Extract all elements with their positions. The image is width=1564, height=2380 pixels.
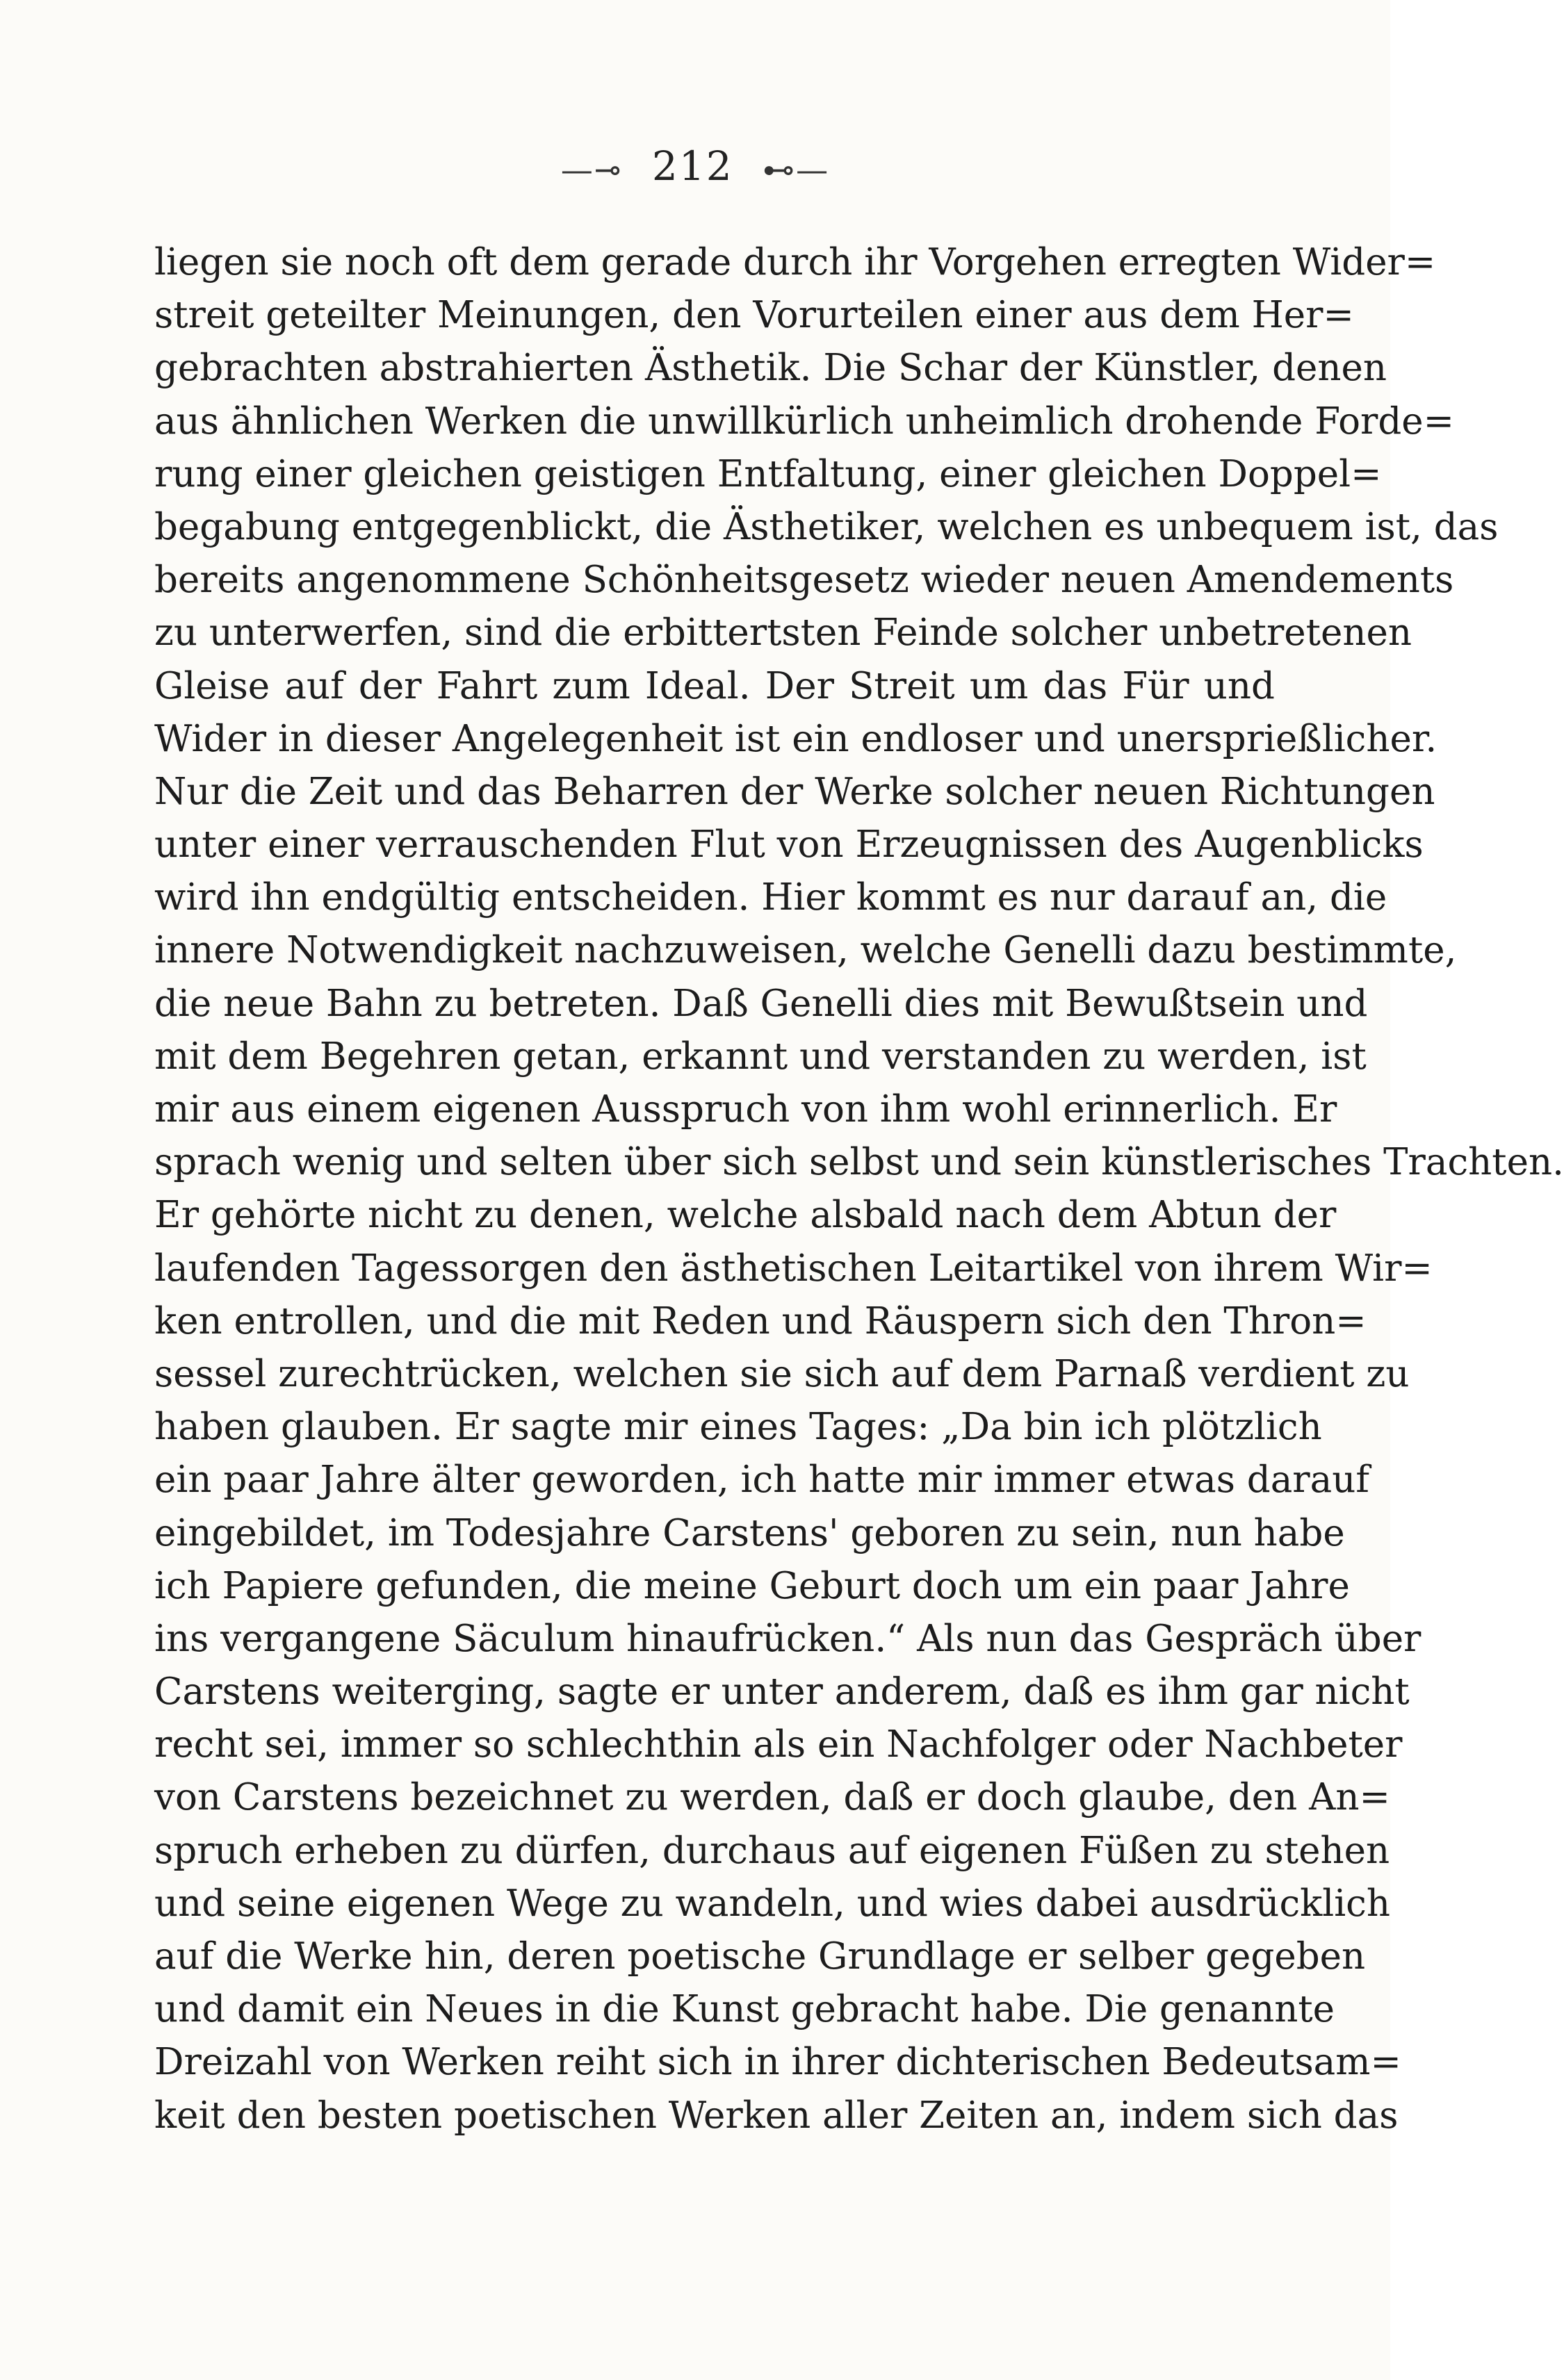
text-line: ins vergangene Säculum hinaufrücken.“ Als nun das Gespräch über: [154, 1617, 1422, 1660]
ornament-right-icon: ⊷—: [763, 150, 830, 188]
text-line: laufenden Tagessorgen den ästhetischen Leitartikel von ihrem Wir=: [154, 1247, 1433, 1290]
text-line: ich Papiere gefunden, die meine Geburt doch um ein paar Jahre: [154, 1564, 1350, 1607]
text-line: spruch erheben zu dürfen, durchaus auf eigenen Füßen zu stehen: [154, 1829, 1390, 1872]
text-line: mir aus einem eigenen Ausspruch von ihm wohl erinnerlich. Er: [154, 1088, 1337, 1131]
page-number: 212: [651, 142, 733, 190]
text-line: und seine eigenen Wege zu wandeln, und wies dabei ausdrücklich: [154, 1882, 1390, 1925]
text-line: unter einer verrauschenden Flut von Erzeugnissen des Augenblicks: [154, 823, 1424, 867]
text-line: haben glauben. Er sagte mir eines Tages: „Da bin ich plötzlich: [154, 1406, 1322, 1449]
text-line: Gleise auf der Fahrt zum Ideal. Der Streit um das Für und: [154, 664, 1275, 707]
body-text: [154, 236, 1564, 2142]
text-line: ken entrollen, und die mit Reden und Räuspern sich den Thron=: [154, 1299, 1367, 1343]
text-line: bereits angenommene Schönheitsgesetz wieder neuen Amendements: [154, 559, 1454, 602]
text-line: Dreizahl von Werken reiht sich in ihrer dichterischen Bedeutsam=: [154, 2041, 1401, 2084]
text-line: ein paar Jahre älter geworden, ich hatte mir immer etwas darauf: [154, 1459, 1369, 1502]
text-line: und damit ein Neues in die Kunst gebracht habe. Die genannte: [154, 1988, 1335, 2031]
ornament-left-icon: —⊸: [560, 150, 623, 188]
text-line: rung einer gleichen geistigen Entfaltung, einer gleichen Doppel=: [154, 452, 1382, 495]
text-line: Wider in dieser Angelegenheit ist ein endloser und unersprießlicher.: [154, 717, 1437, 760]
text-line: keit den besten poetischen Werken aller Zeiten an, indem sich das: [154, 2094, 1399, 2137]
text-line: eingebildet, im Todesjahre Carstens' geboren zu sein, nun habe: [154, 1511, 1345, 1554]
text-line: die neue Bahn zu betreten. Daß Genelli dies mit Bewußtsein und: [154, 982, 1368, 1025]
page-header: [0, 142, 1390, 190]
text-line: zu unterwerfen, sind die erbittertsten Feinde solcher unbetretenen: [154, 612, 1412, 655]
text-line: liegen sie noch oft dem gerade durch ihr Vorgehen erregten Wider=: [154, 241, 1436, 284]
text-line: von Carstens bezeichnet zu werden, daß er doch glaube, den An=: [154, 1776, 1390, 1819]
text-line: sprach wenig und selten über sich selbst und sein künstlerisches Trachten.: [154, 1141, 1564, 1184]
text-line: Carstens weiterging, sagte er unter anderem, daß es ihm gar nicht: [154, 1671, 1410, 1714]
text-line: innere Notwendigkeit nachzuweisen, welche Genelli dazu bestimmte,: [154, 929, 1457, 972]
text-line: wird ihn endgültig entscheiden. Hier kommt es nur darauf an, die: [154, 876, 1387, 919]
text-line: Er gehörte nicht zu denen, welche alsbald nach dem Abtun der: [154, 1194, 1337, 1237]
text-line: aus ähnlichen Werken die unwillkürlich unheimlich drohende Forde=: [154, 400, 1455, 443]
text-line: sessel zurechtrücken, welchen sie sich auf dem Parnaß verdient zu: [154, 1352, 1410, 1395]
text-line: auf die Werke hin, deren poetische Grundlage er selber gegeben: [154, 1935, 1366, 1978]
text-line: recht sei, immer so schlechthin als ein Nachfolger oder Nachbeter: [154, 1723, 1403, 1766]
text-line: mit dem Begehren getan, erkannt und verstanden zu werden, ist: [154, 1035, 1367, 1078]
text-line: gebrachten abstrahierten Ästhetik. Die Schar der Künstler, denen: [154, 347, 1387, 390]
text-line: Nur die Zeit und das Beharren der Werke solcher neuen Richtungen: [154, 770, 1435, 813]
text-line: streit geteilter Meinungen, den Vorurteilen einer aus dem Her=: [154, 294, 1354, 337]
text-line: begabung entgegenblickt, die Ästhetiker, welchen es unbequem ist, das: [154, 505, 1499, 548]
